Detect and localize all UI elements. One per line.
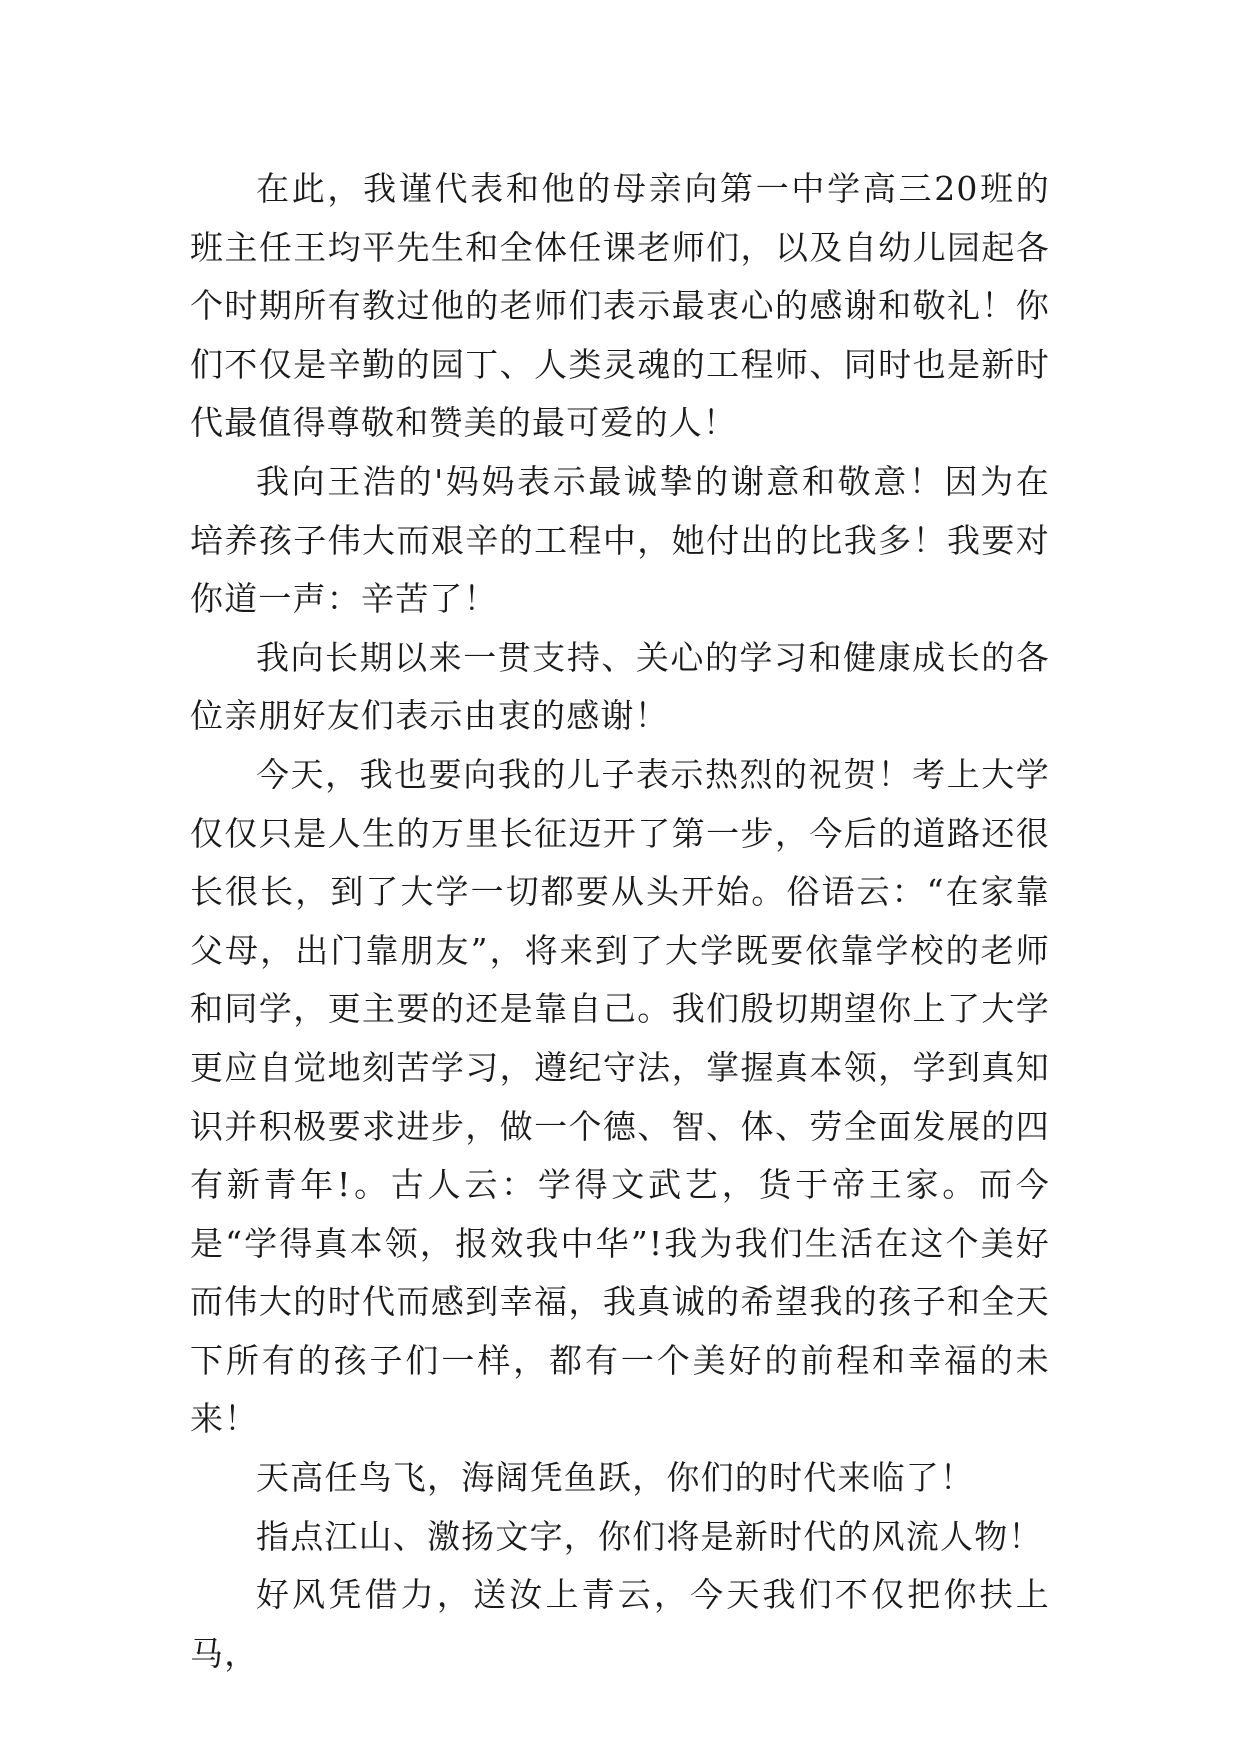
document-body [190,160,1050,1683]
paragraph-congratulate-son: 今天，我也要向我的儿子表示热烈的祝贺！考上大学仅仅只是人生的万里长征迈开了第一步，今后的道路还很长很长，到了大学一切都要从头开始。俗语云：“在家靠父母，出门靠朋友”，将来到了大学既要依靠学校的老师和同学，更主要的还是靠自己。我们殷切期望你上了大学更应自觉地刻苦学习，遵纪守法，掌握真本领，学到真知识并积极要求进步，做一个德、智、体、劳全面发展的四有新青年!。古人云：学得文武艺，货于帝王家。而今是“学得真本领，报效我中华”!我为我们生活在这个美好而伟大的时代而感到幸福，我真诚的希望我的孩子和全天下所有的孩子们一样，都有一个美好的前程和幸福的未来！ [190,754,1050,1439]
paragraph-thanks-friends: 我向长期以来一贯支持、关心的学习和健康成长的各位亲朋好友们表示由衷的感谢！ [190,637,1050,736]
paragraph-thanks-teachers: 在此，我谨代表和他的母亲向第一中学高三20班的班主任王均平先生和全体任课老师们，以及自幼儿园起各个时期所有教过他的老师们表示最衷心的感谢和敬礼！你们不仅是辛勤的园丁、人类灵魂的工程师、同时也是新时代最值得尊敬和赞美的最可爱的人！ [190,169,1050,443]
paragraph-thanks-mother: 我向王浩的'妈妈表示最诚挚的谢意和敬意！因为在培养孩子伟大而艰辛的工程中，她付出的比我多！我要对你道一声：辛苦了！ [190,461,1050,619]
paragraph-verse-2: 指点江山、激扬文字，你们将是新时代的风流人物！ [256,1516,1043,1556]
paragraph-verse-3: 好风凭借力，送汝上青云，今天我们不仅把你扶上马， [190,1575,1050,1673]
paragraph-verse-1: 天高任鸟飞，海阔凭鱼跃，你们的时代来临了！ [256,1458,975,1498]
